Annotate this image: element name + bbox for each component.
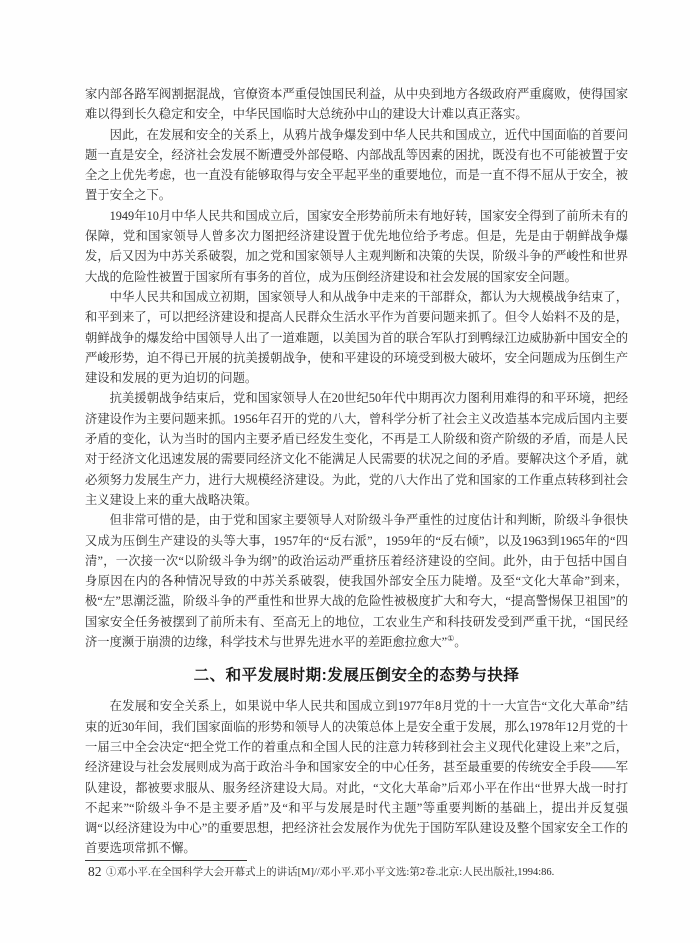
paragraph-continuation: 家内部各路军阀割据混战，官僚资本严重侵蚀国民利益，从中央到地方各级政府严重腐败，使得国家难以得到长久稳定和安全，中华民国临时大总统孙中山的建设大计难以真正落实。 — [85, 87, 628, 122]
footnote-text: ①邓小平.在全国科学大会开幕式上的讲话[M]//邓小平.邓小平文选:第2卷.北京:人民出版社,1994:86. — [106, 866, 555, 878]
paragraph: 抗美援朝战争结束后，党和国家领导人在20世纪50年代中期再次力图利用难得的和平环境，把经济建设作为主要问题来抓。1956年召开的党的八大，曾科学分析了社会主义改造基本完成后国内主要矛盾的变化，认为当时的国内主要矛盾已经发生变化，不再是工人阶级和资产阶级的矛盾，而是人民对于经济文化迅速发展的需要同经济文化不能满足人民需要的状况之间的矛盾。要解决这个矛盾，就必须努力发展生产力，进行大规模经济建设。为此，党的八大作出了党和国家的工作重点转移到社会主义建设上来的重大战略决策。 — [85, 391, 628, 507]
paragraph-text: 但非常可惜的是，由于党和国家主要领导人对阶级斗争严重性的过度估计和判断，阶级斗争很快又成为压倒生产建设的头等大事，1957年的“反右派”，1959年的“反右倾”，以及1963到1965年的“四清”，一次接一次“以阶级斗争为纲”的政治运动严重挤压着经济建设的空间。此外，由于包括中国自身原因在内的各种情况导致的中苏关系破裂，使我国外部安全压力陡增。及至“文化大革命”到来，极“左”思潮泛滥，阶级斗争的严重性和世界大战的危险性被极度扩大和夸大，“提高警惕保卫祖国”的国家安全任务被摆到了前所未有、至高无上的地位，工农业生产和科技研发受到严重干扰，“国民经济一度濒于崩溃的边缘，科学技术与世界先进水平的差距愈拉愈大” — [85, 513, 628, 650]
paragraph: 在发展和安全关系上，如果说中华人民共和国成立到1977年8月党的十一大宣告“文化大革命”结束的近30年间，我们国家面临的形势和领导人的决策总体上是安全重于发展，那么1978年12月党的十一届三中全会决定“把全党工作的着重点和全国人民的注意力转移到社会主义现代化建设上来”之后，经济建设与社会发展则成为高于政治斗争和国家安全的中心任务，甚至最重要的传统安全手段——军队建设，都被要求服从、服务经济建设大局。对此，“文化大革命”后邓小平在作出“世界大战一时打不起来”“阶级斗争不是主要矛盾”及“和平与发展是时代主题”等重要判断的基础上，提出并反复强调“以经济建设为中心”的重要思想，把经济社会发展作为优先于国防军队建设及整个国家安全工作的首要选项常抓不懈。 — [85, 699, 628, 856]
paragraph: 因此，在发展和安全的关系上，从鸦片战争爆发到中华人民共和国成立，近代中国面临的首要问题一直是安全，经济社会发展不断遭受外部侵略、内部战乱等因素的困扰，既没有也不可能被置于安全之上优先考虑，也一直没有能够取得与安全平起平坐的重要地位，而是一直不得不屈从于安全，被置于安全之下。 — [85, 127, 628, 203]
page-number: 82 — [88, 864, 102, 879]
section-heading: 二、和平发展时期:发展压倒安全的态势与抉择 — [193, 667, 520, 685]
footnote-separator-rule — [85, 860, 247, 861]
text-column — [85, 84, 628, 880]
paragraph — [85, 510, 628, 652]
paragraph: 1949年10月中华人民共和国成立后，国家安全形势前所未有地好转，国家安全得到了前所未有的保障，党和国家领导人曾多次力图把经济建设置于优先地位给予考虑。但是，先是由于朝鲜战争爆发，后又因为中苏关系破裂，加之党和国家领导人主观判断和决策的失误，阶级斗争的严峻性和世界大战的危险性被置于国家所有事务的首位，成为压倒经济建设和社会发展的国家安全问题。 — [85, 208, 628, 284]
paragraph-text-after-ref: 。 — [454, 635, 467, 650]
footnote-block — [85, 860, 628, 880]
paragraph: 中华人民共和国成立初期，国家领导人和从战争中走来的干部群众，都认为大规模战争结束了，和平到来了，可以把经济建设和提高人民群众生活水平作为首要问题来抓了。但令人始料不及的是，朝鲜战争的爆发给中国领导人出了一道难题，以美国为首的联合军队打到鸭绿江边威胁新中国安全的严峻形势，迫不得已开展的抗美援朝战争，使和平建设的环境受到极大破坏，安全问题成为压倒生产建设和发展的更为迫切的问题。 — [85, 289, 628, 386]
footnote-reference-marker: ① — [447, 633, 455, 643]
